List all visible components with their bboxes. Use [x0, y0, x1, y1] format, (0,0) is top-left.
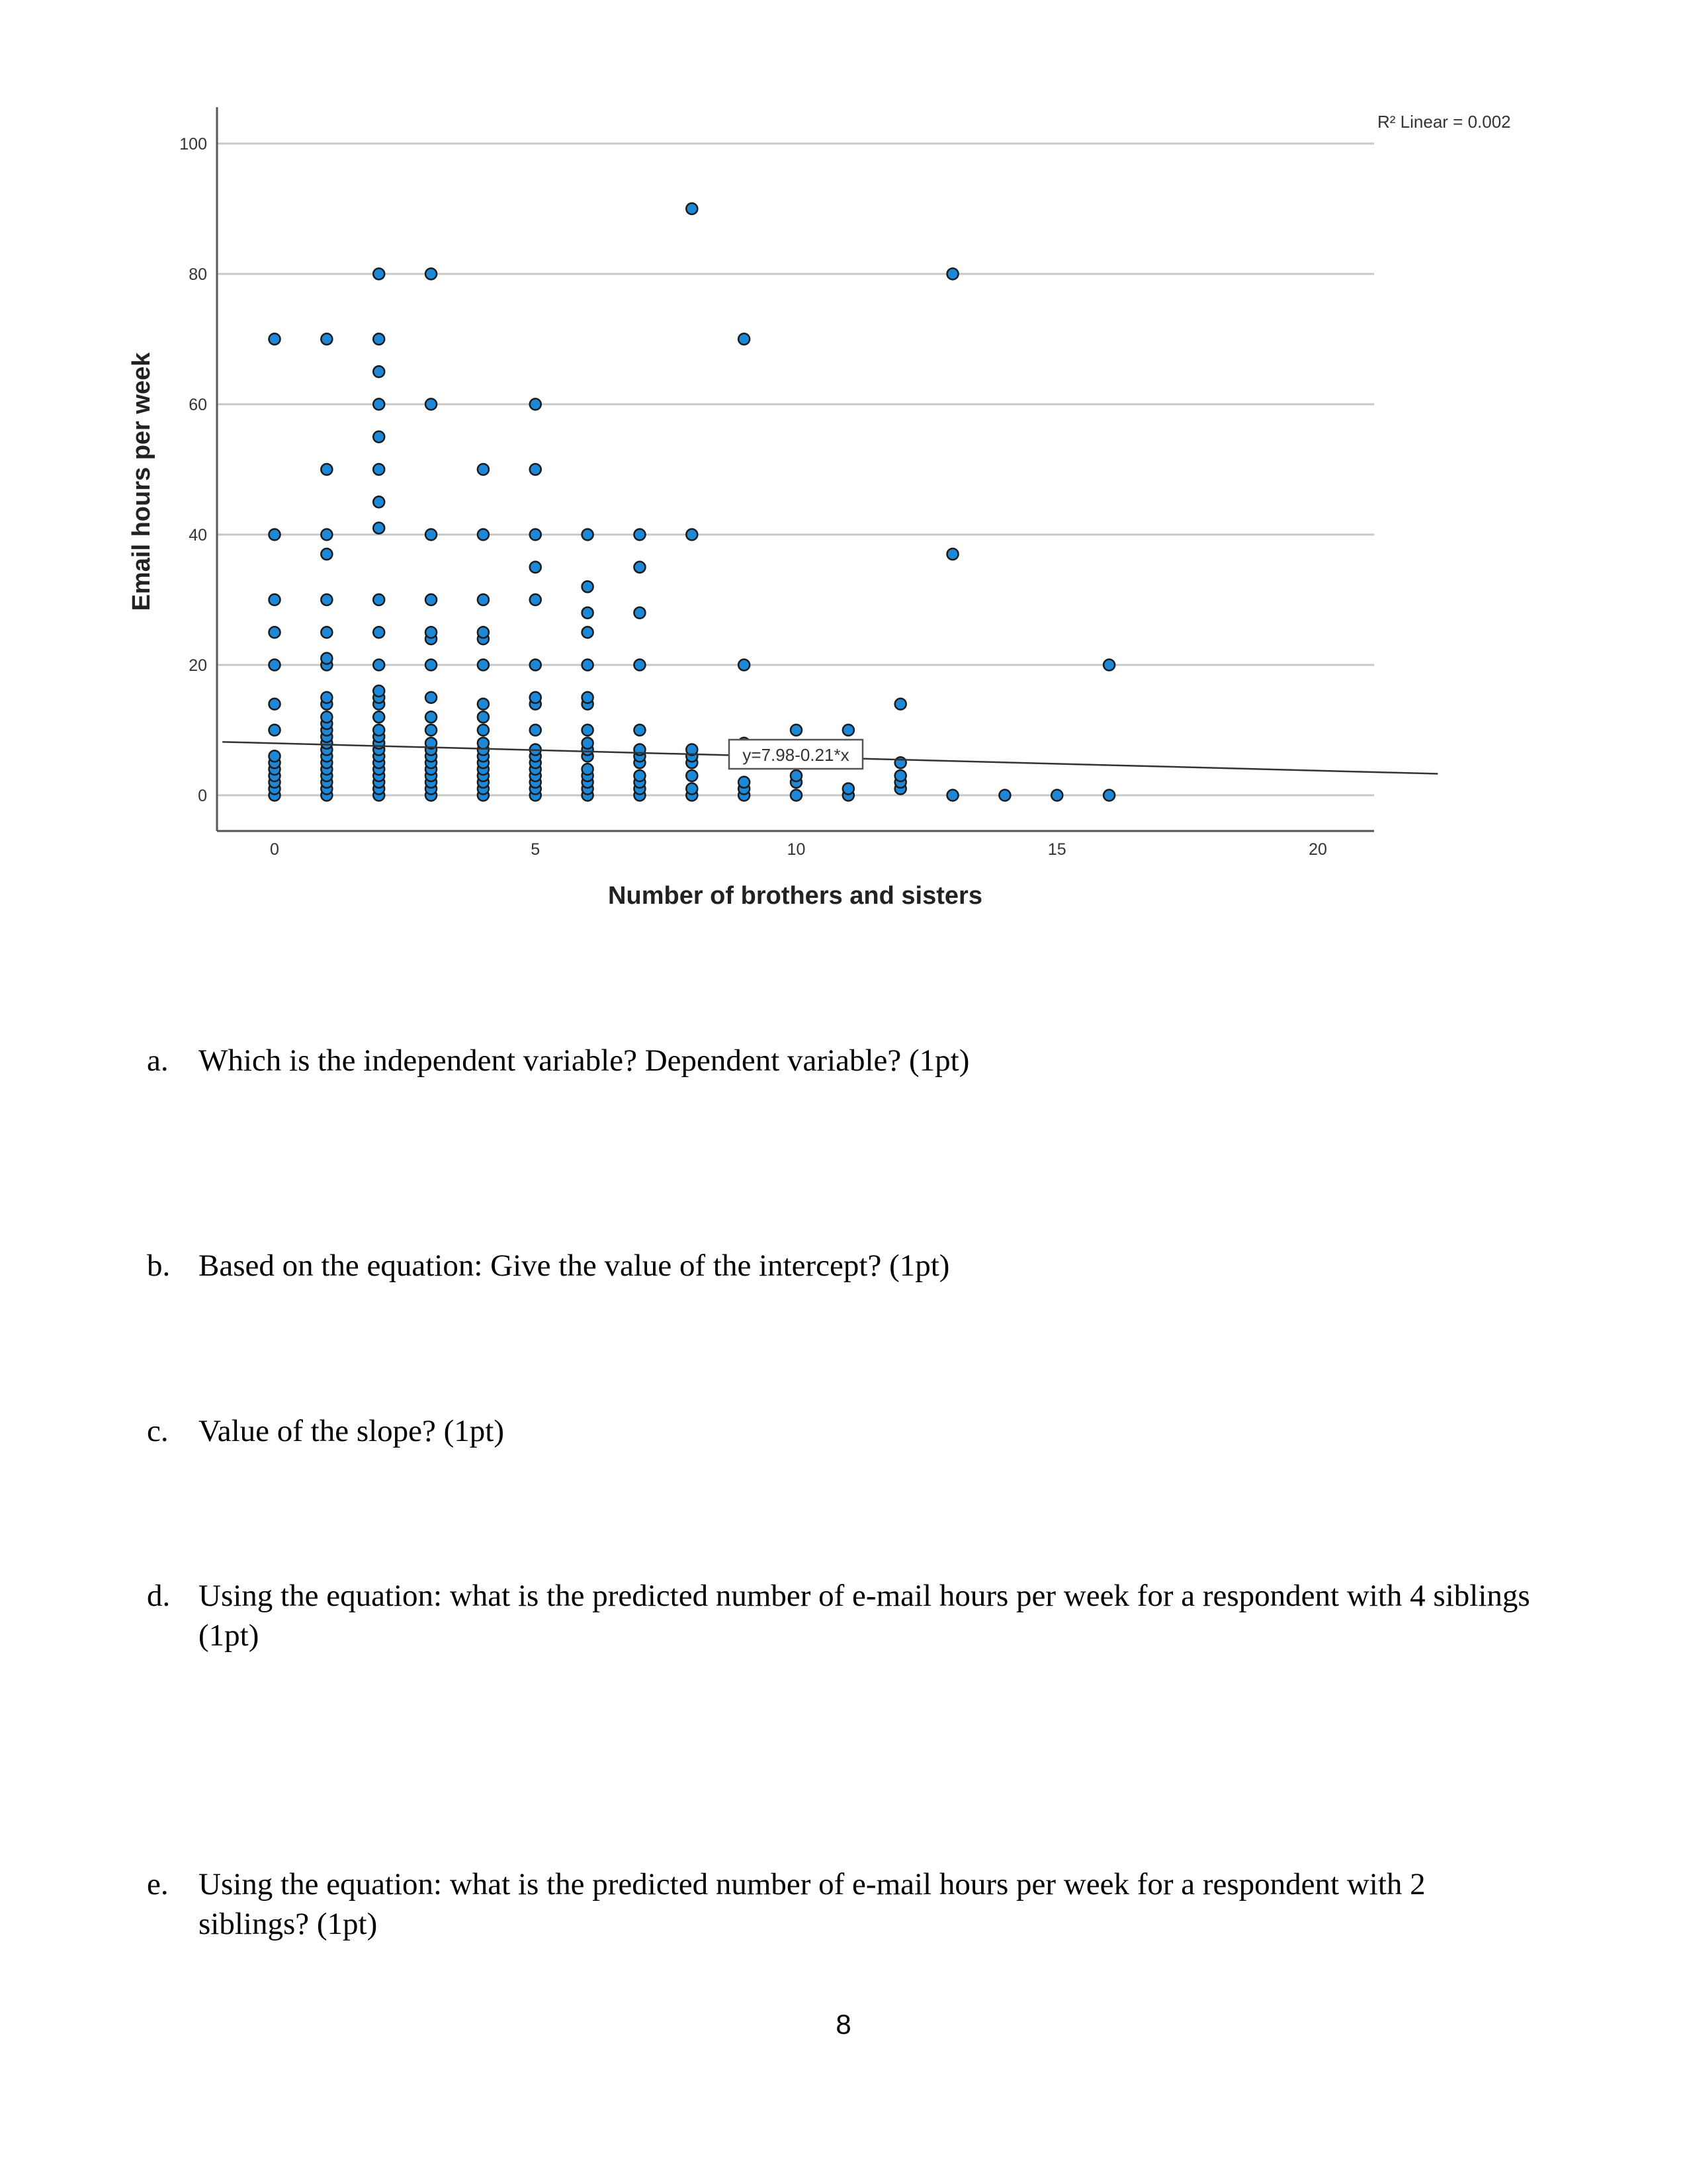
question-a-text: Which is the independent variable? Dependent variable? (1pt) [198, 1043, 970, 1078]
data-point [478, 711, 489, 722]
data-point [530, 660, 541, 671]
data-point [947, 548, 959, 560]
data-point [373, 627, 384, 638]
x-tick-label: 0 [270, 840, 279, 859]
data-point [321, 627, 332, 638]
data-point [530, 464, 541, 475]
data-point [791, 724, 802, 736]
data-point [478, 529, 489, 541]
data-point [634, 562, 645, 573]
r-squared-label: R² Linear = 0.002 [1377, 112, 1511, 132]
data-point [425, 711, 437, 722]
data-point [321, 464, 332, 475]
data-point [478, 699, 489, 710]
data-point [582, 764, 593, 775]
data-point [478, 594, 489, 605]
question-b [147, 1246, 1536, 1286]
question-d-text: Using the equation: what is the predicted number of e-mail hours per week for a respondent with 4 siblings (1pt) [198, 1579, 1530, 1653]
data-point [582, 724, 593, 736]
data-point [425, 627, 437, 638]
x-tick-label: 10 [787, 840, 806, 859]
y-tick-label: 0 [198, 787, 207, 805]
x-tick-label: 20 [1309, 840, 1327, 859]
data-point [373, 660, 384, 671]
data-point [791, 770, 802, 781]
data-point [791, 790, 802, 801]
question-c-label: c. [147, 1414, 169, 1448]
x-axis-title: Number of brothers and sisters [608, 882, 982, 910]
data-point [582, 627, 593, 638]
data-point [478, 724, 489, 736]
x-tick-label: 15 [1047, 840, 1066, 859]
data-point [634, 529, 645, 541]
data-point [269, 529, 281, 541]
data-point [321, 692, 332, 703]
data-point [1103, 790, 1115, 801]
data-point [425, 529, 437, 541]
data-point [321, 548, 332, 560]
y-tick-label: 60 [189, 396, 207, 414]
data-point [373, 399, 384, 410]
data-point [425, 594, 437, 605]
data-point [269, 333, 281, 345]
data-point [373, 724, 384, 736]
data-point [373, 431, 384, 443]
data-point [634, 770, 645, 781]
question-e-text: Using the equation: what is the predicted number of e-mail hours per week for a respondent with 2 siblings? (1pt) [198, 1867, 1426, 1941]
y-axis-title: Email hours per week [128, 352, 155, 611]
data-point [947, 269, 959, 280]
data-point [373, 685, 384, 697]
data-point [738, 777, 750, 788]
data-point [373, 594, 384, 605]
data-point [269, 750, 281, 762]
scatter-chart [0, 0, 1687, 939]
question-a-label: a. [147, 1043, 169, 1078]
page-number: 8 [836, 2009, 851, 2040]
data-point [582, 529, 593, 541]
data-point [582, 581, 593, 592]
data-point [321, 711, 332, 722]
question-d-label: d. [147, 1579, 171, 1613]
data-point [1103, 660, 1115, 671]
data-point [686, 529, 697, 541]
data-point [478, 660, 489, 671]
data-point [373, 333, 384, 345]
data-point [895, 757, 906, 768]
data-point [373, 711, 384, 722]
data-point [425, 724, 437, 736]
data-point [530, 562, 541, 573]
data-point [321, 333, 332, 345]
question-c-text: Value of the slope? (1pt) [198, 1414, 505, 1448]
data-point [634, 724, 645, 736]
data-point [530, 724, 541, 736]
data-point [478, 627, 489, 638]
data-point [321, 653, 332, 664]
data-point [530, 399, 541, 410]
data-point [843, 783, 854, 795]
data-point [321, 529, 332, 541]
x-tick-label: 5 [531, 840, 541, 859]
equation-label: y=7.98-0.21*x [742, 745, 849, 765]
data-point [269, 699, 281, 710]
question-b-label: b. [147, 1248, 171, 1283]
data-point [686, 783, 697, 795]
data-point [738, 333, 750, 345]
data-point [373, 496, 384, 507]
question-c [147, 1411, 1536, 1451]
y-tick-label: 40 [189, 526, 207, 545]
data-point [425, 692, 437, 703]
data-point [947, 790, 959, 801]
data-point [373, 523, 384, 534]
data-point [478, 738, 489, 749]
data-point [269, 724, 281, 736]
y-tick-label: 20 [189, 656, 207, 675]
data-point [269, 594, 281, 605]
data-point [738, 660, 750, 671]
data-point [425, 660, 437, 671]
data-point [373, 269, 384, 280]
data-point [373, 366, 384, 377]
data-point [843, 724, 854, 736]
data-point [634, 660, 645, 671]
y-tick-label: 100 [179, 135, 207, 153]
data-point [582, 660, 593, 671]
data-point [530, 529, 541, 541]
data-point [425, 269, 437, 280]
data-point [478, 464, 489, 475]
data-point [373, 464, 384, 475]
data-point [582, 692, 593, 703]
data-point [895, 770, 906, 781]
data-point [895, 699, 906, 710]
data-point [269, 627, 281, 638]
data-point [582, 738, 593, 749]
data-point [686, 770, 697, 781]
question-e [147, 1864, 1536, 1944]
question-a [147, 1041, 1536, 1080]
data-point [269, 660, 281, 671]
data-point [582, 607, 593, 619]
data-point [999, 790, 1010, 801]
y-tick-label: 80 [189, 265, 207, 284]
data-point [530, 692, 541, 703]
question-b-text: Based on the equation: Give the value of the intercept? (1pt) [198, 1248, 950, 1283]
data-point [530, 594, 541, 605]
data-point [425, 399, 437, 410]
data-point [1051, 790, 1062, 801]
data-point [634, 607, 645, 619]
data-point [321, 594, 332, 605]
question-e-label: e. [147, 1867, 169, 1901]
question-d [147, 1576, 1536, 1655]
data-point [686, 203, 697, 214]
